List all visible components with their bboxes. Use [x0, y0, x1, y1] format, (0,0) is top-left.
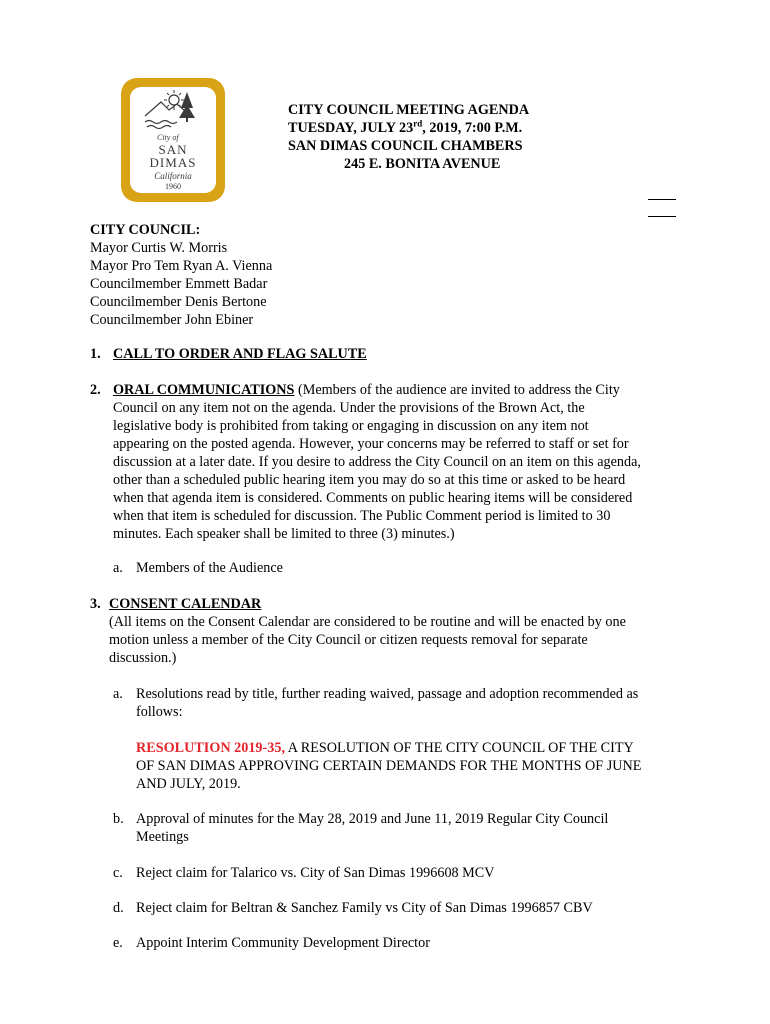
- council-member: Councilmember Emmett Badar: [90, 276, 268, 292]
- item-title: ORAL COMMUNICATIONS: [113, 382, 295, 398]
- item-title: CONSENT CALENDAR: [109, 596, 262, 612]
- sub-item-text: Reject claim for Beltran & Sanchez Family vs City of San Dimas 1996857 CBV: [136, 900, 593, 916]
- sub-item-letter: a.: [113, 560, 123, 576]
- item-text-line: when that agenda item is considered. Comments on public hearing items will be considered: [113, 490, 633, 506]
- resolution-label: RESOLUTION 2019-35,: [136, 740, 285, 756]
- item-text-line: appearing on the posted agenda. However, your concerns may be referred to staff or set for: [113, 436, 629, 452]
- council-member: Councilmember John Ebiner: [90, 312, 254, 328]
- signature-line-1: [648, 199, 676, 200]
- council-title: CITY COUNCIL:: [90, 222, 201, 238]
- header-date-sup: rd: [413, 118, 423, 129]
- item-text-line: discussion.): [109, 650, 177, 666]
- council-member: Mayor Pro Tem Ryan A. Vienna: [90, 258, 273, 274]
- item-text-line: (All items on the Consent Calendar are considered to be routine and will be enacted by one: [109, 614, 626, 630]
- sub-item-letter: a.: [113, 686, 123, 702]
- item-text-line: (Members of the audience are invited to address the City: [294, 382, 620, 398]
- resolution-text: OF SAN DIMAS APPROVING CERTAIN DEMANDS FOR THE MONTHS OF JUNE: [136, 758, 642, 774]
- header-title: CITY COUNCIL MEETING AGENDA: [288, 102, 530, 118]
- item-number: 3.: [90, 596, 101, 612]
- sub-item-3d: [113, 899, 683, 917]
- city-council-list: [90, 221, 272, 329]
- agenda-item-2: [90, 381, 620, 399]
- item-text-line: legislative body is prohibited from taking or engaging in discussion on any item not: [113, 418, 589, 434]
- header-date-prefix: TUESDAY, JULY 23: [288, 120, 414, 136]
- item-title: CALL TO ORDER AND FLAG SALUTE: [113, 346, 367, 362]
- sub-item-letter: d.: [113, 900, 124, 916]
- header-date-suffix: , 2019, 7:00 P.M.: [422, 120, 523, 136]
- sub-item-letter: c.: [113, 865, 123, 881]
- item-text-line: minutes. Each speaker shall be limited to three (3) minutes.): [113, 526, 455, 542]
- header-date: [288, 119, 568, 137]
- sub-item-3c: [113, 864, 683, 882]
- sub-item-2a: [113, 559, 683, 577]
- sub-item-text: Approval of minutes for the May 28, 2019 and June 11, 2019 Regular City Council: [136, 811, 609, 827]
- sub-item-text: Members of the Audience: [136, 560, 283, 576]
- resolution-text: A RESOLUTION OF THE CITY COUNCIL OF THE CITY: [285, 740, 634, 756]
- sub-item-3b-cont: Meetings: [136, 829, 189, 845]
- sub-item-letter: e.: [113, 935, 123, 951]
- item-text-line: motion unless a member of the City Council or citizen requests removal for separate: [109, 632, 588, 648]
- seal-california-text: California: [154, 171, 192, 181]
- item-number: 2.: [90, 382, 101, 398]
- resolution-text: AND JULY, 2019.: [136, 776, 241, 792]
- item-text-line: when that item is scheduled for discussion. The Public Comment period is limited to 30: [113, 508, 611, 524]
- item-text-line: other than a scheduled public hearing item you may do so at this time or asked to be heard: [113, 472, 626, 488]
- consent-calendar-text: [109, 613, 679, 667]
- council-member: Mayor Curtis W. Morris: [90, 240, 228, 256]
- header-location: SAN DIMAS COUNCIL CHAMBERS: [288, 138, 523, 154]
- item-number: 1.: [90, 346, 101, 362]
- sub-item-3a-cont: follows:: [136, 704, 183, 720]
- seal-year-text: 1960: [165, 182, 181, 191]
- sub-item-text: Appoint Interim Community Development Director: [136, 935, 430, 951]
- header-address: 245 E. BONITA AVENUE: [344, 156, 501, 172]
- seal-san-text: SAN: [158, 142, 188, 157]
- agenda-header: [288, 101, 568, 173]
- signature-line-2: [648, 216, 676, 217]
- resolution-block: [136, 739, 681, 793]
- sub-item-3b: [113, 810, 683, 828]
- seal-dimas-text: DIMAS: [149, 155, 197, 170]
- seal-city-of-text: City of: [157, 133, 179, 142]
- sub-item-text: Resolutions read by title, further reading waived, passage and adoption recommended as: [136, 686, 639, 702]
- council-member: Councilmember Denis Bertone: [90, 294, 267, 310]
- city-seal-logo: [121, 78, 225, 202]
- agenda-item-3: [90, 595, 261, 613]
- item-text-line: Council on any item not on the agenda. Under the provisions of the Brown Act, the: [113, 400, 585, 416]
- sub-item-3e: [113, 934, 683, 952]
- oral-communications-text: [113, 399, 683, 543]
- sub-item-3a: [113, 685, 683, 703]
- agenda-item-1: [90, 345, 367, 363]
- sub-item-letter: b.: [113, 811, 124, 827]
- item-text-line: discussion at a later date. If you desire to address the City Council on an item on this agenda,: [113, 454, 641, 470]
- sub-item-text: Reject claim for Talarico vs. City of San Dimas 1996608 MCV: [136, 865, 495, 881]
